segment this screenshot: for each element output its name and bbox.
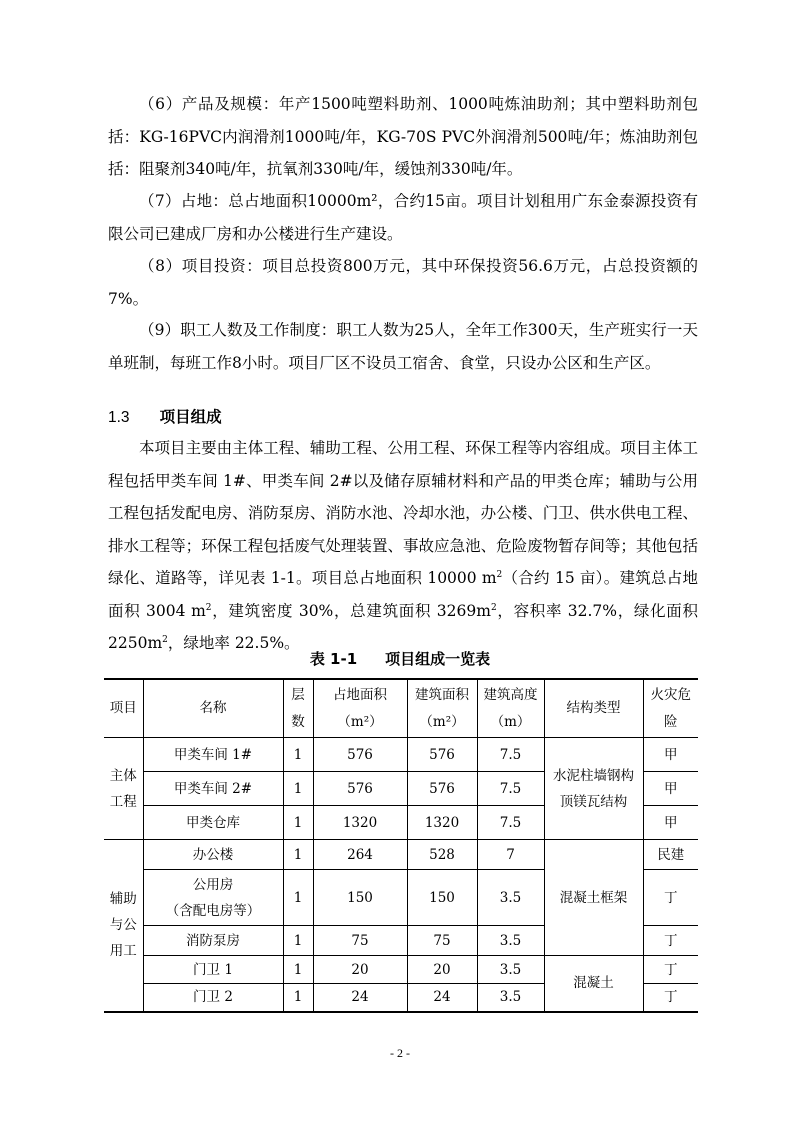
cell-height: 3.5 <box>477 926 544 956</box>
cell-land: 20 <box>313 956 407 984</box>
cell-build: 528 <box>407 840 477 870</box>
cell-build: 576 <box>407 772 477 806</box>
structure-frame: 混凝土框架 <box>544 840 643 956</box>
header-height: 建筑高度（m） <box>477 679 544 738</box>
cell-name: 消防泵房 <box>143 926 283 956</box>
cell-floors: 1 <box>283 926 313 956</box>
cell-height: 3.5 <box>477 984 544 1012</box>
cell-floors: 1 <box>283 806 313 840</box>
cell-land: 24 <box>313 984 407 1012</box>
header-category: 项目 <box>104 679 143 738</box>
cell-build: 24 <box>407 984 477 1012</box>
cell-land: 576 <box>313 772 407 806</box>
table-row <box>104 738 698 772</box>
cell-floors: 1 <box>283 738 313 772</box>
header-floors: 层数 <box>283 679 313 738</box>
table-caption-title: 项目组成一览表 <box>385 650 491 668</box>
cell-fire: 丁 <box>643 870 698 926</box>
group-main: 主体工程 <box>104 738 143 840</box>
cell-fire: 丁 <box>643 956 698 984</box>
table-row <box>104 840 698 870</box>
table-row <box>104 956 698 984</box>
cell-fire: 丁 <box>643 926 698 956</box>
cell-name: 门卫 2 <box>143 984 283 1012</box>
cell-floors: 1 <box>283 772 313 806</box>
paragraph-land: （7）占地：总占地面积10000m²，合约15亩。项目计划租用广东金泰源投资有限公司已建成厂房和办公楼进行生产建设。 <box>108 192 698 243</box>
paragraph-investment: （8）项目投资：项目总投资800万元，其中环保投资56.6万元，占总投资额的7%。 <box>108 257 698 308</box>
cell-floors: 1 <box>283 870 313 926</box>
cell-name: 甲类仓库 <box>143 806 283 840</box>
cell-name: 办公楼 <box>143 840 283 870</box>
cell-fire: 甲 <box>643 772 698 806</box>
cell-land: 150 <box>313 870 407 926</box>
cell-fire: 甲 <box>643 738 698 772</box>
header-land-area: 占地面积（m²） <box>313 679 407 738</box>
table-header-row <box>104 679 698 738</box>
cell-name: 门卫 1 <box>143 956 283 984</box>
cell-height: 7 <box>477 840 544 870</box>
section-number: 1.3 <box>108 409 130 426</box>
header-fire: 火灾危险 <box>643 679 698 738</box>
cell-build: 1320 <box>407 806 477 840</box>
cell-land: 75 <box>313 926 407 956</box>
header-name: 名称 <box>143 679 283 738</box>
cell-height: 3.5 <box>477 870 544 926</box>
table-caption <box>0 648 800 669</box>
header-structure: 结构类型 <box>544 679 643 738</box>
table-caption-number: 表 1-1 <box>309 650 358 668</box>
cell-land: 1320 <box>313 806 407 840</box>
paragraph-composition: 本项目主要由主体工程、辅助工程、公用工程、环保工程等内容组成。项目主体工程包括甲类车间 1#、甲类车间 2#以及储存原辅材料和产品的甲类仓库；辅助与公用工程包括发配电房、消防泵房、消防水池、冷却水池，办公楼、门卫、供水供电工程、排水工程等；环保工程包括废气处理装置、事故应急池、危险废物暂存间等；其他包括绿化、道路等，详见表 1-1。项目总占地面积 10000 $m^2$（合约 15 亩）。建筑总占地面积 3004 $m^2$，建筑密度 30%，总建筑面积 $3269m^2$，容积率 32.7%，绿化面积 $2250m^2$，绿地率 22.5%。 <box>108 439 699 652</box>
cell-fire: 甲 <box>643 806 698 840</box>
cell-land: 264 <box>313 840 407 870</box>
cell-height: 7.5 <box>477 738 544 772</box>
header-build-area: 建筑面积（m²） <box>407 679 477 738</box>
structure-steel: 水泥柱墙钢构顶镁瓦结构 <box>544 738 643 840</box>
cell-fire: 丁 <box>643 984 698 1012</box>
cell-name: 甲类车间 2# <box>143 772 283 806</box>
cell-land: 576 <box>313 738 407 772</box>
paragraph-staff: （9）职工人数及工作制度：职工人数为25人，全年工作300天，生产班实行一天单班制，每班工作8小时。项目厂区不设员工宿舍、食堂，只设办公区和生产区。 <box>108 321 698 372</box>
page-number: - 2 - <box>390 1046 410 1060</box>
cell-height: 7.5 <box>477 772 544 806</box>
cell-build: 576 <box>407 738 477 772</box>
structure-concrete: 混凝土 <box>544 956 643 1012</box>
cell-floors: 1 <box>283 840 313 870</box>
cell-name: 公用房 （含配电房等） <box>143 870 283 926</box>
group-aux: 辅助与公用工 <box>104 840 143 1012</box>
cell-name: 甲类车间 1# <box>143 738 283 772</box>
section-title: 项目组成 <box>159 408 222 426</box>
project-composition-table <box>104 678 698 1013</box>
paragraph-product-scale: （6）产品及规模：年产1500吨塑料助剂、1000吨炼油助剂；其中塑料助剂包括：KG-16PVC内润滑剂1000吨/年，KG-70S PVC外润滑剂500吨/年；炼油助剂包括：阻聚剂340吨/年，抗氧剂330吨/年，缓蚀剂330吨/年。 <box>108 95 698 178</box>
cell-floors: 1 <box>283 956 313 984</box>
cell-fire: 民建 <box>643 840 698 870</box>
cell-build: 75 <box>407 926 477 956</box>
cell-build: 150 <box>407 870 477 926</box>
cell-height: 7.5 <box>477 806 544 840</box>
cell-floors: 1 <box>283 984 313 1012</box>
section-heading <box>108 402 222 433</box>
cell-build: 20 <box>407 956 477 984</box>
cell-height: 3.5 <box>477 956 544 984</box>
